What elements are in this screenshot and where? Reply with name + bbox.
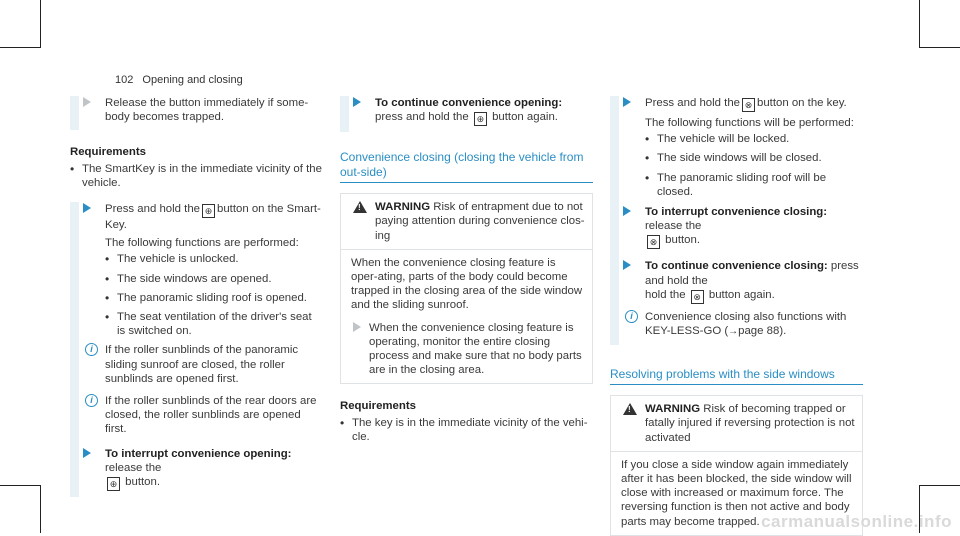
step-arrow-icon: [623, 97, 631, 107]
list-item: • The SmartKey is in the immediate vicinity of the vehicle.: [70, 162, 323, 190]
page-header: [115, 73, 243, 87]
performed-text: The following functions are performed:: [105, 237, 299, 250]
warning-icon: [623, 403, 637, 415]
list-item: • The panoramic sliding roof is opened.: [105, 291, 323, 305]
step-text: To interrupt convenience closing: release the ⊗ button.: [645, 206, 828, 248]
step-text: To continue convenience opening: press and hold the ⊕ button again.: [375, 97, 563, 125]
list-item: • The key is in the immediate vicinity of the vehi-cle.: [340, 416, 593, 444]
step-text: Release the button immediately if some-body becomes trapped.: [105, 97, 309, 124]
info-icon: i: [625, 310, 638, 323]
requirements-list: [70, 162, 323, 190]
section-title: Convenience closing (closing the vehicle from out-side): [340, 150, 593, 183]
step-arrow-icon: [623, 260, 631, 270]
warning-box: ! WARNING Risk of becoming trapped or fatally injured if reversing protection is not activated If you close a side window again immediately after it has been blocked, the side window will close with increased or maximum force. The reversing function is then not active and body parts may become trapped.: [610, 395, 863, 536]
page-title: Opening and closing: [142, 74, 243, 86]
step-continue-opening: [340, 96, 593, 132]
step-text: Press and hold the ⊕ button on the Smart-Key.: [105, 203, 321, 232]
requirements-heading: Requirements: [340, 400, 416, 413]
step-arrow-icon: [623, 206, 631, 216]
lock-key-icon: ⊗: [647, 235, 660, 249]
procedure-open: [70, 202, 323, 497]
list-item: • The panoramic sliding roof will be closed.: [645, 171, 863, 199]
page-number: 102: [115, 74, 134, 86]
crop-mark: [920, 485, 960, 486]
column-right: [610, 96, 863, 536]
crop-mark: [919, 0, 920, 48]
crop-mark: [40, 485, 41, 533]
crop-mark: [40, 0, 41, 48]
requirements-list: [340, 416, 593, 444]
lock-key-icon: ⊗: [742, 98, 755, 112]
crop-mark: [920, 47, 960, 48]
list-item: • The vehicle is unlocked.: [105, 252, 323, 266]
crop-mark: [0, 47, 40, 48]
step-text: To continue convenience closing: press and hold the hold the ⊗ button again.: [645, 260, 859, 302]
step-arrow-icon: [353, 97, 361, 107]
list-item: • The side windows are opened.: [105, 272, 323, 286]
warning-icon: [353, 201, 367, 213]
crop-mark: [0, 485, 40, 486]
performed-text: The following functions will be performed:: [645, 117, 854, 129]
unlock-key-icon: ⊕: [107, 477, 120, 491]
step-arrow-icon: [83, 203, 91, 213]
step-text: To interrupt convenience opening: release the ⊕ button.: [105, 447, 292, 490]
info-icon: i: [85, 394, 98, 407]
step-arrow-icon: [353, 322, 361, 332]
info-note: i If the roller sunblinds of the panoramic sliding sunroof are closed, the roller sunblinds are opened first.: [87, 343, 323, 386]
list-item: • The side windows will be closed.: [645, 151, 863, 165]
procedure-close: [610, 96, 863, 345]
list-item: • The vehicle will be locked.: [645, 132, 863, 146]
step-release: [70, 96, 323, 130]
requirements-heading: Requirements: [70, 146, 146, 159]
column-left: [70, 96, 323, 497]
function-list: [627, 132, 863, 199]
lock-key-icon: ⊗: [691, 290, 704, 304]
step-arrow-icon: [83, 97, 91, 107]
info-note: i If the roller sunblinds of the rear doors are closed, the roller sunblinds are opened first.: [87, 394, 323, 437]
page-reference-link[interactable]: page 88).: [738, 325, 787, 338]
list-item: • The seat ventilation of the driver's seat is switched on.: [105, 310, 323, 338]
watermark: carmanualsonline.info: [761, 511, 952, 531]
function-list: [87, 252, 323, 338]
step-arrow-icon: [83, 448, 91, 458]
unlock-key-icon: ⊕: [202, 204, 215, 218]
unlock-key-icon: ⊕: [474, 112, 487, 126]
warning-box: ! WARNING Risk of entrapment due to not paying attention during convenience clos-ing When the convenience closing feature is oper-ating, parts of the body could become trapped in the closing area of the side window and the sliding sunroof. When the convenience closing feature is operating, monitor the entire closing process and make sure that no body parts are in the closing area.: [340, 193, 593, 384]
column-middle: [340, 96, 593, 449]
info-note: i Convenience closing also functions with KEY-LESS-GO (→page 88).: [627, 310, 863, 339]
step-text: Press and hold the ⊗ button on the key.: [645, 97, 847, 110]
page-ref-arrow-icon: →: [728, 326, 739, 338]
section-title: Resolving problems with the side windows: [610, 367, 863, 385]
info-icon: i: [85, 343, 98, 356]
